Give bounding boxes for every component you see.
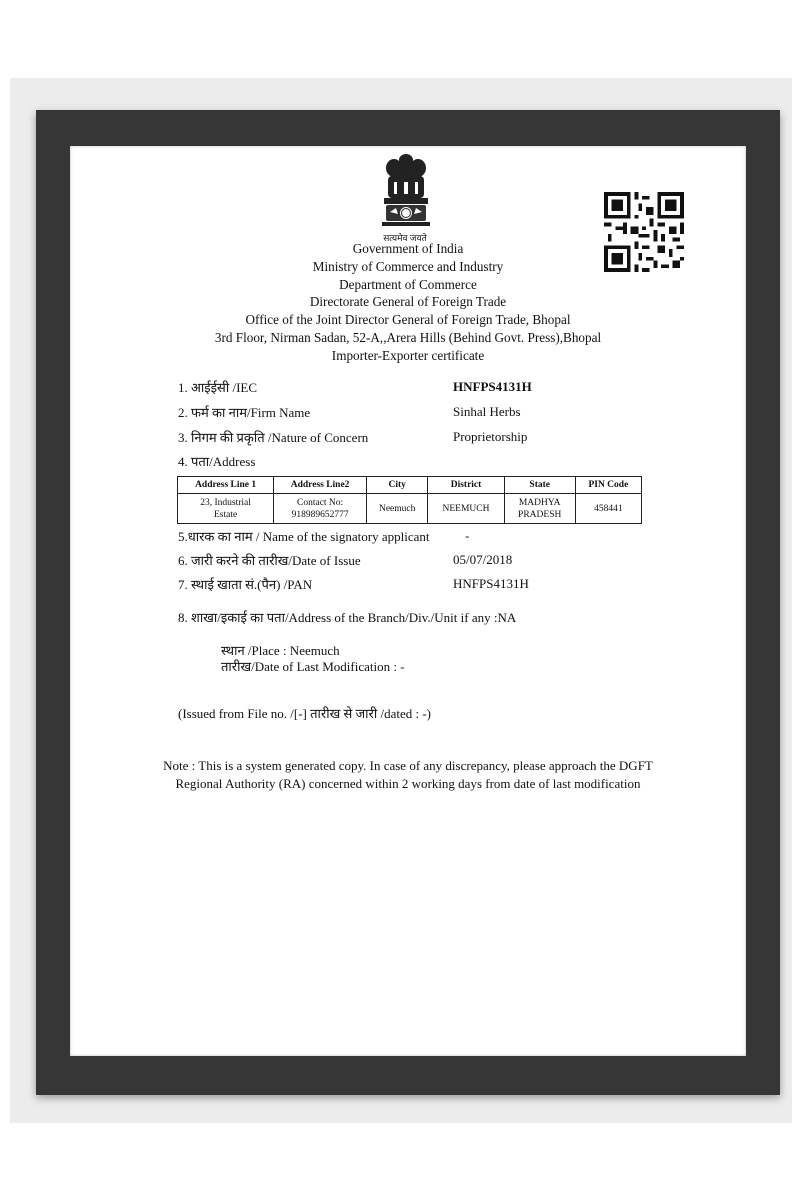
- header-office: Office of the Joint Director General of Foreign Trade, Bhopal: [245, 312, 571, 328]
- header-city: City: [367, 477, 428, 494]
- header-district: District: [428, 477, 504, 494]
- district-cell: NEEMUCH: [428, 494, 504, 524]
- last-modification-line: तारीख/Date of Last Modification : -: [221, 659, 405, 674]
- address-label: 4. पता/Address: [178, 454, 256, 469]
- header-address-line-1: Address Line 1: [178, 477, 274, 494]
- state-part-1: MADHYA: [518, 497, 561, 508]
- header-ministry: Ministry of Commerce and Industry: [312, 258, 504, 274]
- header-department: Department of Commerce: [339, 276, 477, 292]
- firm-name-label: 2. फर्म का नाम/Firm Name: [178, 405, 311, 420]
- pan-label: 7. स्थाई खाता सं.(पैन) /PAN: [178, 577, 313, 592]
- address-table-header: [178, 477, 642, 494]
- date-of-issue-label: 6. जारी करने की तारीख/Date of Issue: [178, 553, 361, 568]
- note-line-1: Note : This is a system generated copy. In case of any discrepancy, please approach the DGFT: [163, 758, 653, 773]
- nature-of-concern-label: 3. निगम की प्रकृति /Nature of Concern: [178, 430, 369, 445]
- state-cell: [504, 494, 575, 524]
- signatory-label: 5.धारक का नाम / Name of the signatory applicant: [178, 529, 430, 544]
- emblem-motto: सत्यमेव जयते: [383, 233, 427, 243]
- branch-address-label: 8. शाखा/इकाई का पता/Address of the Branch/Div./Unit if any :NA: [178, 610, 517, 625]
- pan-value: HNFPS4131H: [453, 576, 529, 591]
- address-line-2-cell: [274, 494, 367, 524]
- place-line: स्थान /Place : Neemuch: [221, 643, 340, 658]
- address-line-2-part-2: 918989652777: [291, 509, 349, 520]
- header-pin-code: PIN Code: [575, 477, 641, 494]
- table-row: [178, 494, 642, 524]
- address-line-2-part-1: Contact No:: [297, 497, 344, 508]
- pin-code-cell: 458441: [575, 494, 641, 524]
- city-cell: Neemuch: [367, 494, 428, 524]
- ashoka-emblem-icon: [378, 152, 434, 234]
- header-address-line-2: Address Line2: [274, 477, 367, 494]
- issued-from-line: (Issued from File no. /[-] तारीख से जारी /dated : -): [178, 706, 432, 721]
- iec-value: HNFPS4131H: [453, 379, 532, 394]
- date-of-issue-value: 05/07/2018: [453, 552, 513, 567]
- header-certificate-title: Importer-Exporter certificate: [331, 347, 485, 363]
- note-line-2: Regional Authority (RA) concerned within 2 working days from date of last modification: [175, 776, 641, 791]
- header-state: State: [504, 477, 575, 494]
- iec-label: 1. आईईसी /IEC: [178, 380, 258, 395]
- header-office-address: 3rd Floor, Nirman Sadan, 52-A,,Arera Hills (Behind Govt. Press),Bhopal: [214, 329, 602, 345]
- address-line-1-part-2: Estate: [213, 509, 238, 520]
- certificate-header: [70, 240, 746, 365]
- header-government: Government of India: [352, 241, 464, 256]
- address-line-1-cell: [178, 494, 274, 524]
- firm-name-value: Sinhal Herbs: [453, 404, 521, 419]
- address-table: [177, 476, 642, 524]
- header-directorate: Directorate General of Foreign Trade: [309, 294, 507, 310]
- signatory-value: -: [465, 528, 470, 543]
- disclaimer-note: [70, 757, 746, 793]
- nature-of-concern-value: Proprietorship: [453, 429, 528, 444]
- address-line-1-part-1: 23, Industrial: [200, 497, 251, 508]
- state-part-2: PRADESH: [518, 509, 562, 520]
